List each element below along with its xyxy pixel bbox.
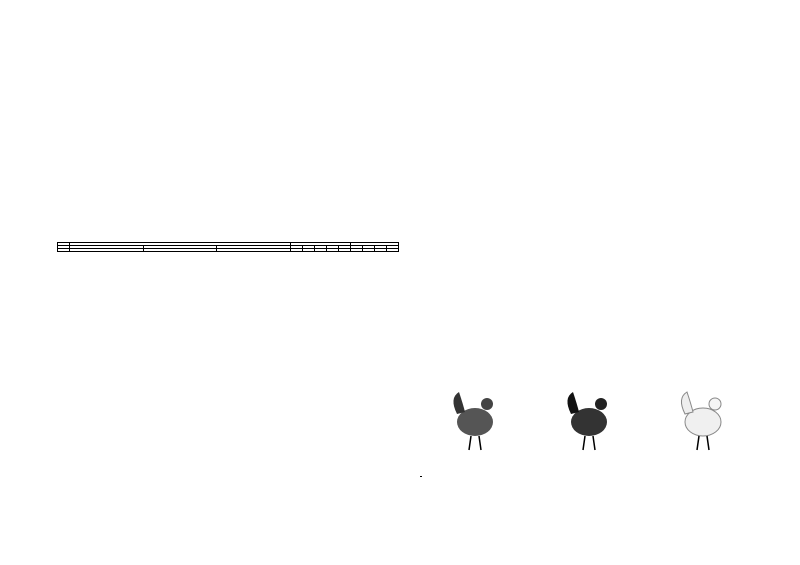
text-line — [57, 286, 399, 301]
text-line — [418, 301, 760, 316]
fraction — [420, 476, 422, 477]
text-line — [57, 301, 399, 316]
text-line — [418, 149, 760, 164]
rooster-figure — [418, 366, 760, 454]
text-line — [57, 88, 399, 103]
text-line — [418, 58, 760, 73]
text-line — [418, 88, 760, 103]
text-line — [418, 225, 760, 240]
text-line — [418, 316, 760, 331]
text-line — [418, 454, 760, 469]
white-rooster-icon — [673, 384, 733, 454]
text-line — [57, 180, 399, 195]
barred-rooster-icon — [445, 384, 505, 454]
table-cell — [327, 249, 339, 252]
text-line — [57, 407, 399, 422]
table-cell — [70, 249, 144, 252]
text-line — [57, 377, 399, 392]
text-line — [418, 255, 760, 270]
right-column — [418, 58, 760, 484]
text-line — [57, 104, 399, 119]
text-line — [418, 286, 760, 301]
table-row — [58, 249, 399, 252]
text-line — [57, 331, 399, 346]
enzyme-activity-table — [57, 242, 399, 252]
table-cell — [387, 249, 399, 252]
table-cell — [303, 249, 315, 252]
text-line — [418, 469, 760, 484]
text-line — [57, 210, 399, 225]
table-cell — [143, 249, 217, 252]
text-line — [57, 134, 399, 149]
text-line — [418, 73, 760, 88]
text-line — [418, 331, 760, 346]
text-line — [418, 347, 760, 362]
bird-figure — [445, 384, 505, 454]
text-line — [418, 164, 760, 179]
text-line — [418, 195, 760, 210]
text-line — [418, 104, 760, 119]
text-line — [57, 58, 399, 73]
text-line — [418, 134, 760, 149]
text-line — [57, 346, 399, 361]
bird-figure — [673, 384, 733, 454]
text-line — [418, 240, 760, 255]
text-line — [57, 225, 399, 240]
text-line — [57, 119, 399, 134]
table-row-label — [58, 249, 70, 252]
table-cell — [315, 249, 327, 252]
table-cell — [363, 249, 375, 252]
text-line — [57, 362, 399, 377]
table-cell — [217, 249, 291, 252]
text-line — [418, 210, 760, 225]
text-line — [57, 73, 399, 88]
text-line — [57, 316, 399, 331]
text-line — [57, 195, 399, 210]
text-line — [57, 392, 399, 407]
text-line — [418, 271, 760, 286]
bird-figure — [559, 384, 619, 454]
text-line — [418, 119, 760, 134]
table-cell — [291, 249, 303, 252]
fraction-numerator — [420, 476, 422, 477]
text-line — [57, 270, 399, 285]
table-cell — [351, 249, 363, 252]
text-line — [57, 255, 399, 270]
left-column — [57, 58, 399, 422]
full-colored-rooster-icon — [559, 384, 619, 454]
table-cell — [339, 249, 351, 252]
text-line — [418, 180, 760, 195]
text-line — [57, 149, 399, 164]
text-line — [57, 164, 399, 179]
table-cell — [375, 249, 387, 252]
